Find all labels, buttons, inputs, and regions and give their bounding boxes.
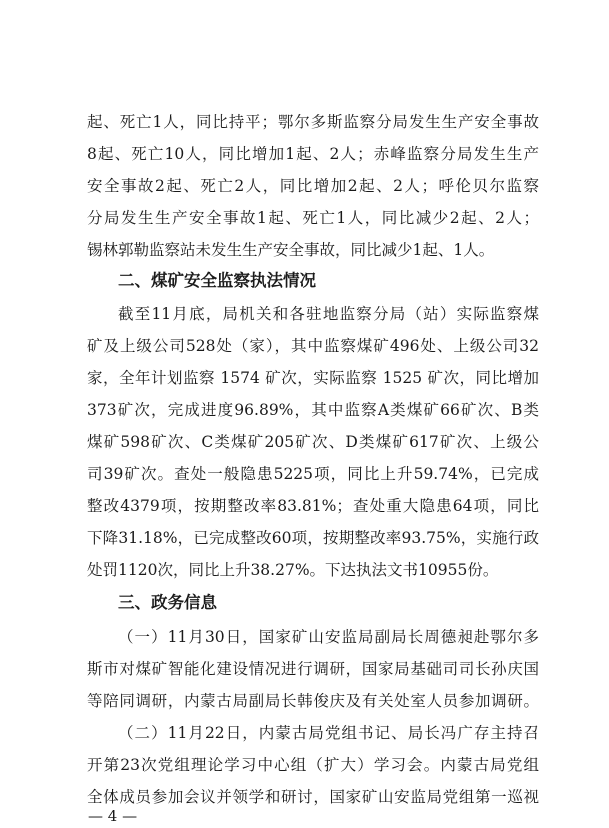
section-heading: 三、政务信息 bbox=[118, 593, 217, 612]
body-text-line: 8起、死亡10人，同比增加1起、2人；赤峰监察分局发生生产 bbox=[87, 145, 539, 163]
body-text-line: 矿及上级公司528处（家），其中监察煤矿496处、上级公司32 bbox=[87, 337, 539, 355]
section-heading: 二、煤矿安全监察执法情况 bbox=[118, 271, 316, 290]
body-text-line: （二）11月22日，内蒙古局党组书记、局长冯广存主持召 bbox=[118, 724, 539, 742]
body-text-line: 司39矿次。查处一般隐患5225项，同比上升59.74%，已完成 bbox=[87, 465, 539, 483]
body-text-line: 煤矿598矿次、C类煤矿205矿次、D类煤矿617矿次、上级公 bbox=[87, 433, 539, 451]
body-text-line: 安全事故2起、死亡2人，同比增加2起、2人；呼伦贝尔监察 bbox=[87, 177, 539, 195]
body-text-line: 下降31.18%，已完成整改60项，按期整改率93.75%，实施行政 bbox=[87, 529, 539, 547]
body-text-line: 起、死亡1人，同比持平；鄂尔多斯监察分局发生生产安全事故 bbox=[87, 113, 539, 131]
body-text-line: 家，全年计划监察 1574 矿次，实际监察 1525 矿次，同比增加 bbox=[87, 369, 539, 387]
body-text-line: 全体成员参加会议并领学和研讨，国家矿山安监局党组第一巡视 bbox=[87, 788, 539, 806]
body-text-line: 373矿次，完成进度96.89%，其中监察A类煤矿66矿次、B类 bbox=[87, 401, 539, 419]
page-number: — 4 — bbox=[88, 807, 138, 825]
body-text-line: 处罚1120次，同比上升38.27%。下达执法文书10955份。 bbox=[87, 561, 499, 579]
body-text-line: 整改4379项，按期整改率83.81%；查处重大隐患64项，同比 bbox=[87, 497, 539, 515]
body-text-line: 分局发生生产安全事故1起、死亡1人，同比减少2起、2人； bbox=[87, 209, 539, 227]
body-text-line: 等陪同调研，内蒙古局副局长韩俊庆及有关处室人员参加调研。 bbox=[87, 692, 539, 710]
body-text-line: 锡林郭勒监察站未发生生产安全事故，同比减少1起、1人。 bbox=[87, 241, 495, 259]
body-text-line: （一）11月30日，国家矿山安监局副局长周德昶赴鄂尔多 bbox=[118, 628, 539, 646]
body-text-line: 截至11月底，局机关和各驻地监察分局（站）实际监察煤 bbox=[118, 305, 539, 323]
body-text-line: 开第23次党组理论学习中心组（扩大）学习会。内蒙古局党组 bbox=[87, 756, 539, 774]
body-text-line: 斯市对煤矿智能化建设情况进行调研，国家局基础司司长孙庆国 bbox=[87, 660, 539, 678]
